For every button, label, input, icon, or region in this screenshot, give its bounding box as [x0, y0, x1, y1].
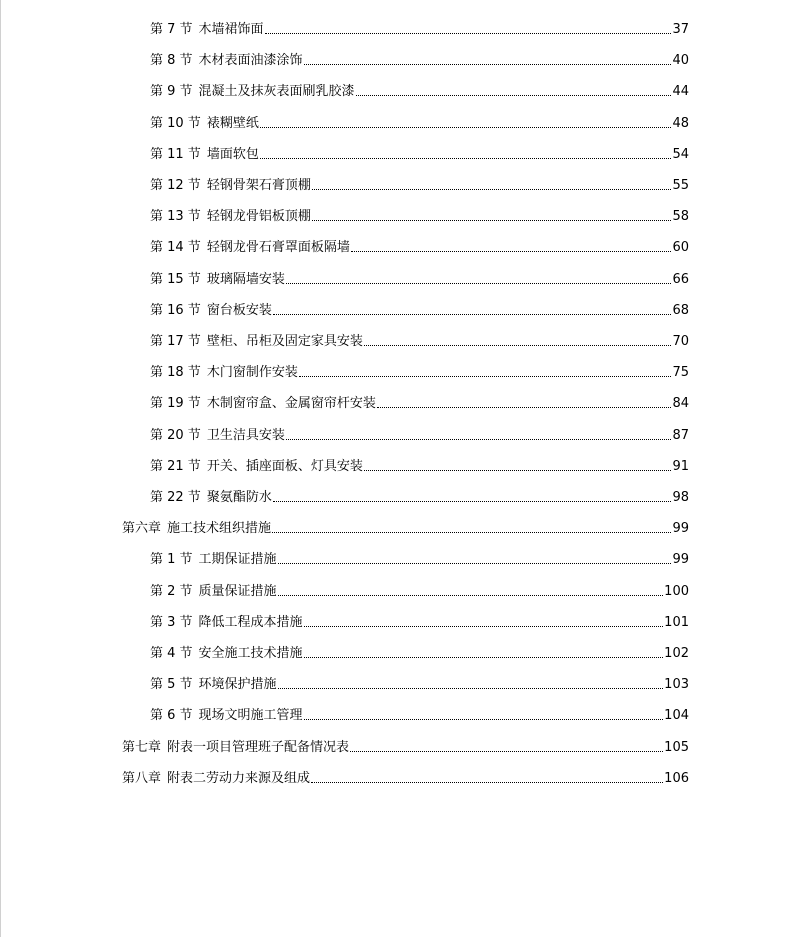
- toc-entry-number: 第 15 节: [150, 272, 201, 287]
- toc-entry-page-number: 102: [664, 646, 689, 661]
- toc-section-entry[interactable]: [150, 47, 689, 69]
- toc-dot-leader: [260, 127, 672, 128]
- toc-entry-number: 第 9 节: [150, 84, 193, 99]
- toc-dot-leader: [304, 657, 664, 658]
- toc-entry-number: 第 11 节: [150, 147, 201, 162]
- toc-entry-title: 卫生洁具安装: [206, 428, 285, 443]
- toc-entry-number: 第 22 节: [150, 490, 201, 505]
- toc-entry-number: 第 20 节: [150, 428, 201, 443]
- toc-entry-number: 第 2 节: [150, 584, 193, 599]
- toc-entry-number: 第 5 节: [150, 677, 193, 692]
- toc-entry-title: 木门窗制作安装: [206, 365, 298, 380]
- toc-dot-leader: [350, 751, 663, 752]
- toc-dot-leader: [377, 407, 672, 408]
- toc-entry-title: 木材表面油漆涂饰: [198, 53, 303, 68]
- toc-entry-page-number: 99: [672, 521, 689, 536]
- toc-dot-leader: [278, 595, 664, 596]
- toc-dot-leader: [286, 283, 672, 284]
- toc-section-entry[interactable]: [150, 390, 689, 412]
- toc-entry-title: 混凝土及抹灰表面刷乳胶漆: [198, 84, 355, 99]
- toc-dot-leader: [364, 470, 672, 471]
- toc-section-entry[interactable]: [150, 422, 689, 444]
- toc-entry-title: 墙面软包: [206, 147, 259, 162]
- toc-entry-page-number: 84: [672, 396, 689, 411]
- toc-section-entry[interactable]: [150, 16, 689, 38]
- toc-dot-leader: [364, 345, 672, 346]
- toc-dot-leader: [272, 532, 671, 533]
- toc-section-entry[interactable]: [150, 78, 689, 100]
- toc-entry-title: 轻钢龙骨石膏罩面板隔墙: [206, 240, 350, 255]
- toc-dot-leader: [311, 782, 663, 783]
- toc-entry-page-number: 106: [664, 771, 689, 786]
- toc-entry-title: 聚氨酯防水: [206, 490, 272, 505]
- toc-dot-leader: [260, 158, 672, 159]
- toc-chapter-entry[interactable]: [122, 734, 689, 756]
- toc-entry-title: 施工技术组织措施: [167, 521, 272, 536]
- toc-section-entry[interactable]: [150, 297, 689, 319]
- toc-section-entry[interactable]: [150, 266, 689, 288]
- toc-entry-number: 第 18 节: [150, 365, 201, 380]
- toc-entry-number: 第 6 节: [150, 708, 193, 723]
- toc-entry-number: 第 7 节: [150, 22, 193, 37]
- toc-entry-title: 木墙裙饰面: [198, 22, 264, 37]
- toc-entry-number: 第 1 节: [150, 552, 193, 567]
- toc-entry-title: 裱糊壁纸: [206, 116, 259, 131]
- toc-section-entry[interactable]: [150, 702, 689, 724]
- toc-entry-number: 第 14 节: [150, 240, 201, 255]
- toc-dot-leader: [312, 189, 672, 190]
- toc-entry-title: 安全施工技术措施: [198, 646, 303, 661]
- toc-dot-leader: [278, 563, 672, 564]
- toc-dot-leader: [312, 220, 672, 221]
- toc-section-entry[interactable]: [150, 546, 689, 568]
- toc-dot-leader: [273, 314, 672, 315]
- toc-entry-number: 第 12 节: [150, 178, 201, 193]
- toc-dot-leader: [265, 33, 672, 34]
- toc-entry-title: 附表二劳动力来源及组成: [167, 771, 311, 786]
- toc-entry-page-number: 70: [672, 334, 689, 349]
- toc-entry-number: 第 4 节: [150, 646, 193, 661]
- toc-dot-leader: [299, 376, 672, 377]
- toc-dot-leader: [304, 64, 672, 65]
- toc-entry-title: 木制窗帘盒、金属窗帘杆安装: [206, 396, 376, 411]
- toc-entry-page-number: 48: [672, 116, 689, 131]
- toc-entry-page-number: 68: [672, 303, 689, 318]
- toc-entry-number: 第 19 节: [150, 396, 201, 411]
- toc-entry-number: 第 21 节: [150, 459, 201, 474]
- toc-entry-page-number: 98: [672, 490, 689, 505]
- toc-entry-title: 开关、插座面板、灯具安装: [206, 459, 363, 474]
- toc-entry-page-number: 100: [664, 584, 689, 599]
- toc-entry-page-number: 60: [672, 240, 689, 255]
- toc-dot-leader: [278, 688, 664, 689]
- toc-section-entry[interactable]: [150, 359, 689, 381]
- toc-entry-number: 第 3 节: [150, 615, 193, 630]
- toc-entry-title: 现场文明施工管理: [198, 708, 303, 723]
- toc-section-entry[interactable]: [150, 172, 689, 194]
- toc-entry-page-number: 91: [672, 459, 689, 474]
- toc-entry-title: 玻璃隔墙安装: [206, 272, 285, 287]
- toc-section-entry[interactable]: [150, 234, 689, 256]
- toc-chapter-entry[interactable]: [122, 765, 689, 787]
- toc-entry-page-number: 87: [672, 428, 689, 443]
- toc-section-entry[interactable]: [150, 640, 689, 662]
- toc-entry-page-number: 44: [672, 84, 689, 99]
- toc-entry-number: 第 8 节: [150, 53, 193, 68]
- toc-section-entry[interactable]: [150, 453, 689, 475]
- toc-entry-title: 附表一项目管理班子配备情况表: [167, 740, 350, 755]
- toc-chapter-entry[interactable]: [122, 515, 689, 537]
- toc-dot-leader: [304, 719, 664, 720]
- page-left-edge: [0, 0, 1, 937]
- toc-entry-page-number: 104: [664, 708, 689, 723]
- toc-section-entry[interactable]: [150, 609, 689, 631]
- toc-entry-page-number: 101: [664, 615, 689, 630]
- toc-section-entry[interactable]: [150, 328, 689, 350]
- toc-entry-number: 第 13 节: [150, 209, 201, 224]
- toc-dot-leader: [273, 501, 672, 502]
- toc-dot-leader: [304, 626, 664, 627]
- toc-section-entry[interactable]: [150, 141, 689, 163]
- toc-entry-title: 降低工程成本措施: [198, 615, 303, 630]
- toc-entry-page-number: 58: [672, 209, 689, 224]
- toc-entry-title: 工期保证措施: [198, 552, 277, 567]
- toc-entry-number: 第八章: [122, 771, 162, 786]
- toc-dot-leader: [351, 251, 672, 252]
- toc-entry-page-number: 105: [664, 740, 689, 755]
- toc-entry-page-number: 54: [672, 147, 689, 162]
- toc-entry-title: 轻钢骨架石膏顶棚: [206, 178, 311, 193]
- toc-entry-page-number: 37: [672, 22, 689, 37]
- toc-entry-number: 第六章: [122, 521, 162, 536]
- toc-section-entry[interactable]: [150, 578, 689, 600]
- toc-entry-page-number: 40: [672, 53, 689, 68]
- toc-entry-page-number: 99: [672, 552, 689, 567]
- toc-section-entry[interactable]: [150, 203, 689, 225]
- toc-entry-number: 第 17 节: [150, 334, 201, 349]
- toc-entry-number: 第七章: [122, 740, 162, 755]
- toc-section-entry[interactable]: [150, 671, 689, 693]
- toc-entry-title: 壁柜、吊柜及固定家具安装: [206, 334, 363, 349]
- toc-entry-title: 窗台板安装: [206, 303, 272, 318]
- toc-entry-page-number: 75: [672, 365, 689, 380]
- toc-entry-title: 环境保护措施: [198, 677, 277, 692]
- toc-section-entry[interactable]: [150, 110, 689, 132]
- toc-entry-page-number: 55: [672, 178, 689, 193]
- toc-entry-page-number: 66: [672, 272, 689, 287]
- toc-dot-leader: [286, 439, 672, 440]
- toc-entry-number: 第 16 节: [150, 303, 201, 318]
- toc-section-entry[interactable]: [150, 484, 689, 506]
- toc-dot-leader: [356, 95, 672, 96]
- toc-entry-title: 轻钢龙骨铝板顶棚: [206, 209, 311, 224]
- toc-entry-title: 质量保证措施: [198, 584, 277, 599]
- toc-entry-page-number: 103: [664, 677, 689, 692]
- toc-entry-number: 第 10 节: [150, 116, 201, 131]
